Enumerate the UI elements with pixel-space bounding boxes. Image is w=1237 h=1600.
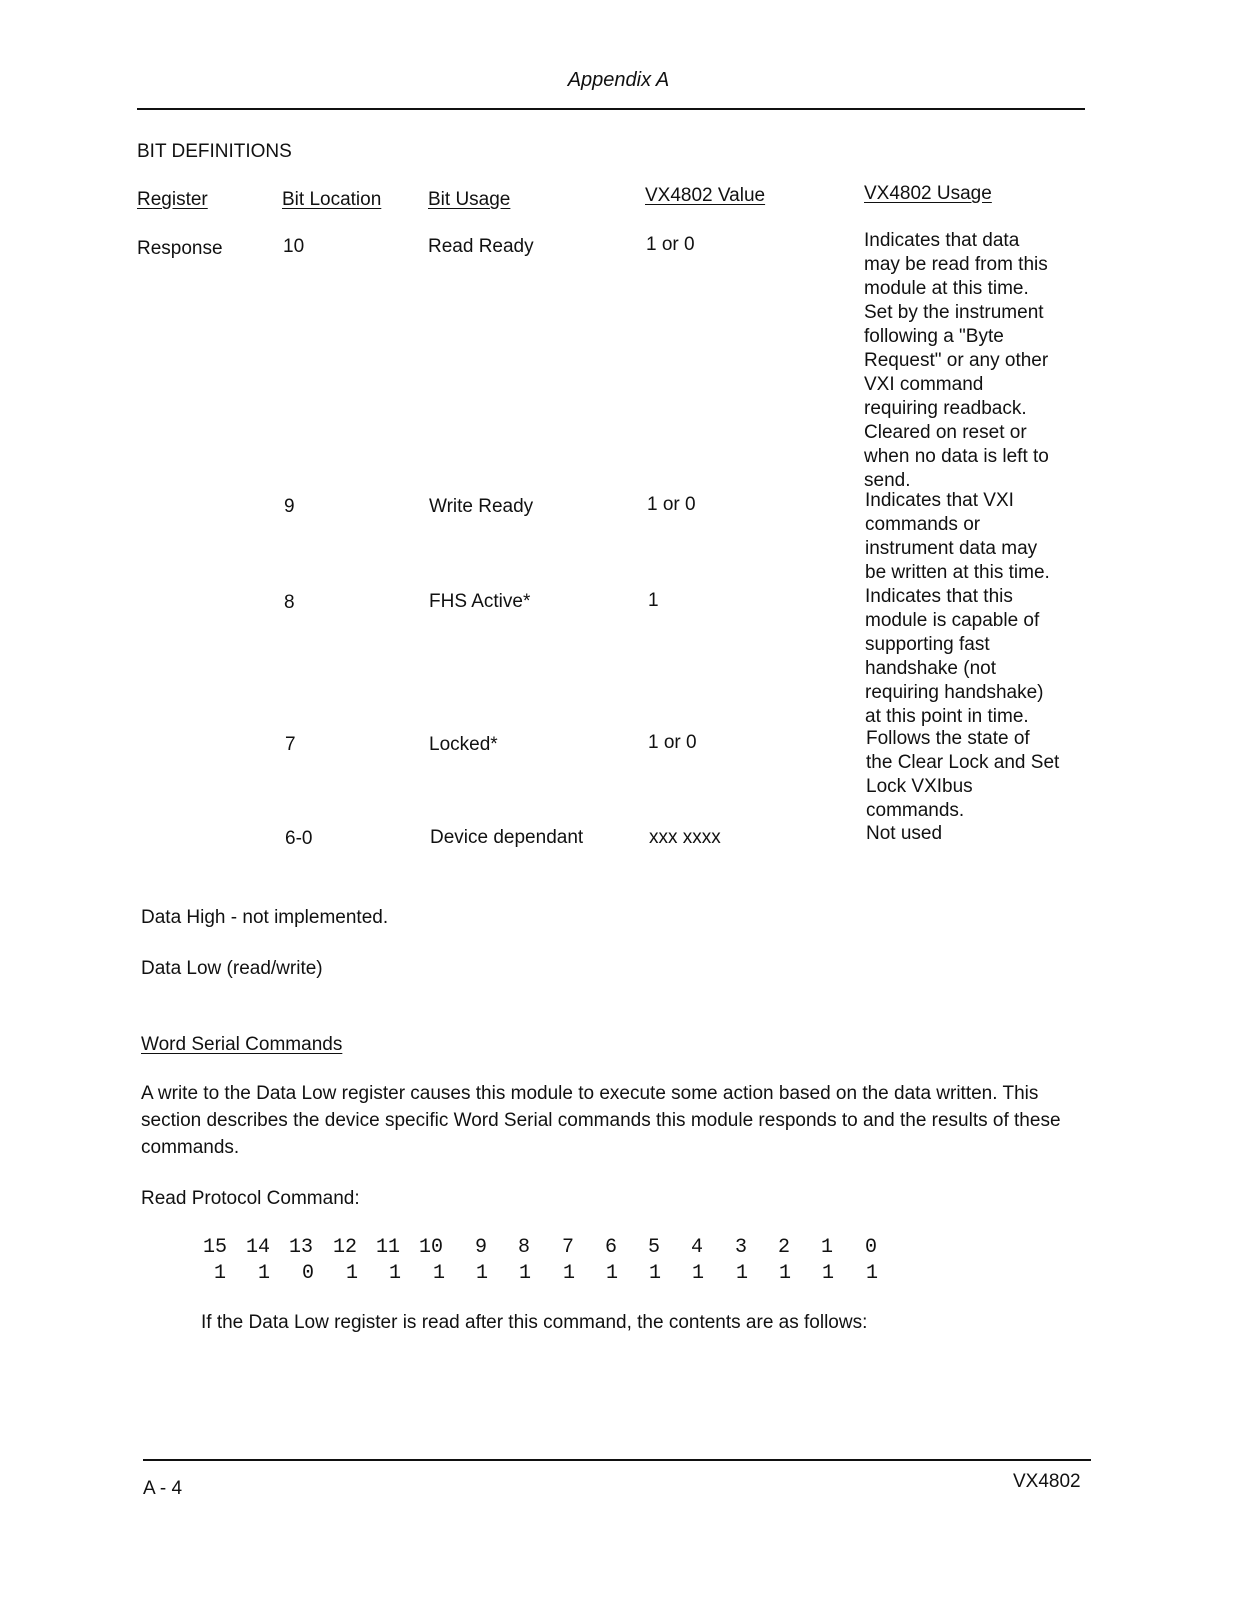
bit-number-row [0,1236,1237,1260]
row-bit-usage: FHS Active* [429,591,531,612]
row-bit-usage: Write Ready [429,496,534,517]
usage-line: the Clear Lock and Set [866,752,1060,773]
row-usage [865,489,1115,585]
usage-line: Follows the state of [866,728,1030,749]
bit-value: 1 [821,1262,834,1285]
col-header-value: VX4802 Value [645,185,766,206]
row-bit-location: 8 [284,592,295,613]
usage-line: may be read from this [864,254,1048,275]
usage-line: requiring readback. [864,398,1027,419]
row-bit-location: 10 [283,236,305,257]
usage-line: commands or [865,514,981,535]
col-header-usage: VX4802 Usage [864,183,992,204]
row-bit-usage: Locked* [429,734,498,755]
bit-value: 1 [865,1262,878,1285]
register-name: Response [137,238,223,259]
bit-value: 1 [475,1262,488,1285]
bit-value: 0 [301,1262,314,1285]
bit-number: 6 [604,1236,617,1259]
bit-value: 1 [257,1262,270,1285]
usage-line: VXI command [864,374,984,395]
usage-line: requiring handshake) [865,682,1044,703]
page-header-title: Appendix A [567,69,670,91]
bit-number: 14 [245,1236,270,1259]
usage-line: module at this time. [864,278,1029,299]
bit-value: 1 [213,1262,226,1285]
bit-number: 4 [690,1236,703,1259]
row-bit-location: 6-0 [285,828,313,849]
usage-line: when no data is left to [864,446,1049,467]
bit-value: 1 [648,1262,661,1285]
row-value: xxx xxxx [649,827,721,848]
usage-line: instrument data may [865,538,1038,559]
row-bit-location: 7 [285,734,296,755]
usage-line: module is capable of [865,610,1040,631]
usage-line: Indicates that this [865,586,1013,607]
bit-number: 3 [734,1236,747,1259]
bit-number: 9 [474,1236,487,1259]
row-bit-usage: Read Ready [428,236,534,257]
bit-value-row [0,1262,1237,1286]
row-value: 1 [648,590,659,611]
bit-number: 8 [517,1236,530,1259]
row-value: 1 or 0 [646,234,695,255]
footer-page-number: A - 4 [143,1478,183,1499]
section-title: BIT DEFINITIONS [137,141,292,162]
row-bit-location: 9 [284,496,295,517]
row-usage [865,585,1115,729]
bit-value: 1 [691,1262,704,1285]
data-low-note: Data Low (read/write) [141,958,323,979]
footer-product: VX4802 [1013,1471,1081,1492]
usage-line: Set by the instrument [864,302,1044,323]
read-protocol-label: Read Protocol Command: [141,1188,360,1209]
bit-number: 2 [777,1236,790,1259]
footer-rule [143,1459,1091,1461]
usage-line: handshake (not [865,658,996,679]
usage-line: be written at this time. [865,562,1050,583]
usage-line: send. [864,470,911,491]
bit-value: 1 [388,1262,401,1285]
usage-line: Not used [866,823,943,844]
usage-line: Indicates that VXI [865,490,1014,511]
bit-value: 1 [345,1262,358,1285]
col-header-register: Register [137,189,208,210]
bit-value: 1 [518,1262,531,1285]
bit-value: 1 [778,1262,791,1285]
usage-line: Lock VXIbus [866,776,973,797]
header-rule [137,108,1085,110]
usage-line: Indicates that data [864,230,1020,251]
bit-number: 15 [202,1236,227,1259]
usage-line: Cleared on reset or [864,422,1027,443]
row-value: 1 or 0 [648,732,697,753]
bit-number: 1 [820,1236,833,1259]
bit-number: 7 [561,1236,574,1259]
usage-line: commands. [866,800,965,821]
data-high-note: Data High - not implemented. [141,907,389,928]
word-serial-heading: Word Serial Commands [141,1034,343,1055]
bit-number: 10 [418,1236,443,1259]
after-command-text: If the Data Low register is read after this command, the contents are as follows: [201,1312,868,1333]
bit-number: 5 [647,1236,660,1259]
bit-number: 11 [375,1236,400,1259]
bit-value: 1 [562,1262,575,1285]
usage-line: at this point in time. [865,706,1029,727]
col-header-bit-usage: Bit Usage [428,189,511,210]
bit-value: 1 [735,1262,748,1285]
bit-value: 1 [432,1262,445,1285]
usage-line: following a "Byte [864,326,1004,347]
row-value: 1 or 0 [647,494,696,515]
row-usage [866,727,1116,823]
row-bit-usage: Device dependant [430,827,584,848]
row-usage [866,822,1116,846]
bit-value: 1 [605,1262,618,1285]
bit-number: 13 [288,1236,313,1259]
usage-line: Request" or any other [864,350,1049,371]
word-serial-paragraph: A write to the Data Low register causes this module to execute some action based on the data written. This section describes the device specific Word Serial commands this module responds to and the results of these commands. [141,1083,1061,1158]
col-header-bit-location: Bit Location [282,189,382,210]
bit-number: 0 [864,1236,877,1259]
bit-number: 12 [332,1236,357,1259]
usage-line: supporting fast [865,634,990,655]
row-usage [864,229,1114,493]
